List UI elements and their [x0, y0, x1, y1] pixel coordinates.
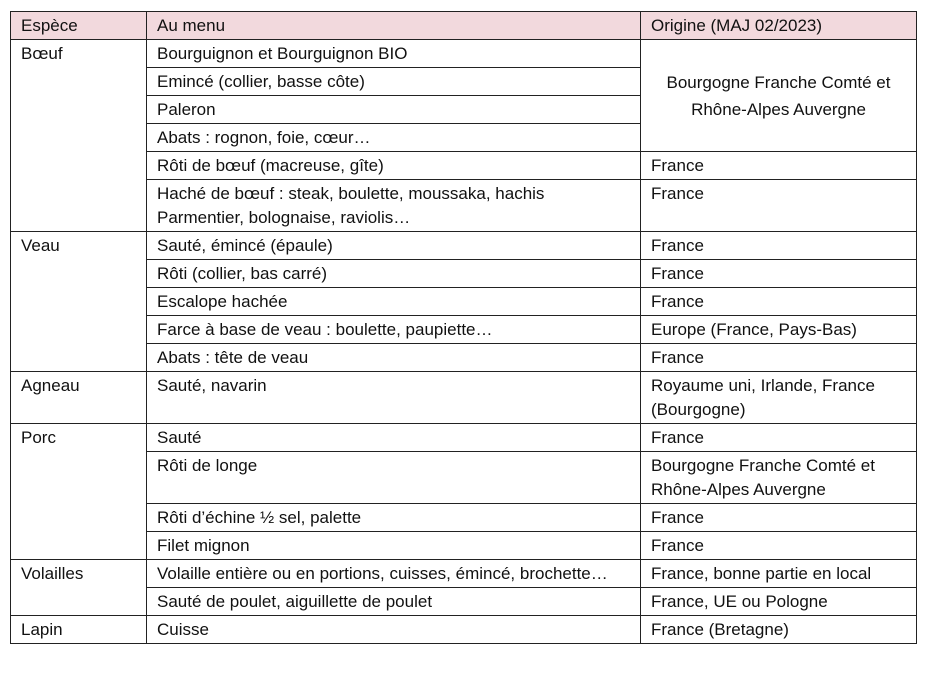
origin-cell: France [641, 260, 917, 288]
species-porc: Porc [11, 424, 147, 560]
origin-cell: France [641, 232, 917, 260]
origin-cell: Bourgogne Franche Comté et Rhône-Alpes Auvergne [641, 40, 917, 152]
species-volailles: Volailles [11, 560, 147, 616]
origin-cell: France [641, 504, 917, 532]
menu-item: Rôti d’échine ½ sel, palette [147, 504, 641, 532]
menu-item: Sauté, émincé (épaule) [147, 232, 641, 260]
menu-item: Abats : rognon, foie, cœur… [147, 124, 641, 152]
origin-cell: France [641, 424, 917, 452]
table-row [11, 372, 917, 424]
menu-item: Rôti de bœuf (macreuse, gîte) [147, 152, 641, 180]
header-espece: Espèce [11, 12, 147, 40]
header-origine: Origine (MAJ 02/2023) [641, 12, 917, 40]
table-row [11, 260, 917, 288]
table-row [11, 232, 917, 260]
origin-cell: France [641, 180, 917, 232]
species-veau: Veau [11, 232, 147, 372]
species-lapin: Lapin [11, 616, 147, 644]
menu-item: Haché de bœuf : steak, boulette, moussaka, hachis Parmentier, bolognaise, raviolis… [147, 180, 641, 232]
origin-cell: France [641, 532, 917, 560]
table-row [11, 288, 917, 316]
menu-item: Sauté, navarin [147, 372, 641, 424]
species-boeuf: Bœuf [11, 40, 147, 232]
table-row [11, 452, 917, 504]
menu-item: Sauté de poulet, aiguillette de poulet [147, 588, 641, 616]
origin-cell: France (Bretagne) [641, 616, 917, 644]
table-row [11, 424, 917, 452]
origin-cell: Royaume uni, Irlande, France (Bourgogne) [641, 372, 917, 424]
origin-cell: France [641, 344, 917, 372]
origin-cell: France [641, 288, 917, 316]
menu-item: Abats : tête de veau [147, 344, 641, 372]
table-row [11, 588, 917, 616]
menu-item: Escalope hachée [147, 288, 641, 316]
menu-item: Filet mignon [147, 532, 641, 560]
table-row [11, 504, 917, 532]
origin-cell: France, UE ou Pologne [641, 588, 917, 616]
menu-item: Emincé (collier, basse côte) [147, 68, 641, 96]
menu-item: Rôti (collier, bas carré) [147, 260, 641, 288]
menu-item: Farce à base de veau : boulette, paupiette… [147, 316, 641, 344]
table-row [11, 316, 917, 344]
origin-cell: France, bonne partie en local [641, 560, 917, 588]
species-agneau: Agneau [11, 372, 147, 424]
origin-cell: France [641, 152, 917, 180]
table-row [11, 560, 917, 588]
table-row [11, 180, 917, 232]
table-row [11, 616, 917, 644]
menu-item: Paleron [147, 96, 641, 124]
table-row [11, 344, 917, 372]
menu-item: Sauté [147, 424, 641, 452]
table-row [11, 532, 917, 560]
meat-origin-table [10, 11, 917, 644]
menu-item: Rôti de longe [147, 452, 641, 504]
table-row [11, 152, 917, 180]
origin-cell: Europe (France, Pays-Bas) [641, 316, 917, 344]
header-menu: Au menu [147, 12, 641, 40]
menu-item: Cuisse [147, 616, 641, 644]
menu-item: Bourguignon et Bourguignon BIO [147, 40, 641, 68]
menu-item: Volaille entière ou en portions, cuisses, émincé, brochette… [147, 560, 641, 588]
table-row [11, 40, 917, 68]
origin-cell: Bourgogne Franche Comté et Rhône-Alpes Auvergne [641, 452, 917, 504]
header-row [11, 12, 917, 40]
